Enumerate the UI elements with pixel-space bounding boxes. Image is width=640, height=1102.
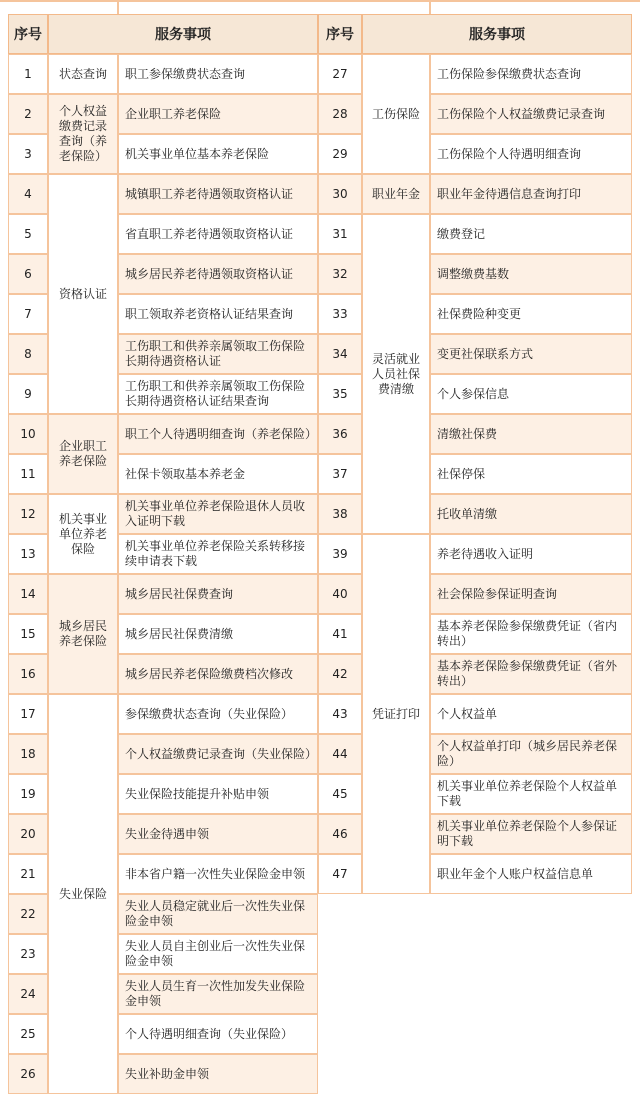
service-item: 机关事业单位养老保险个人权益单下载 <box>430 774 632 814</box>
row-number: 31 <box>318 214 362 254</box>
service-item: 职工个人待遇明细查询（养老保险） <box>118 414 318 454</box>
service-item: 失业金待遇申领 <box>118 814 318 854</box>
row-number: 20 <box>8 814 48 854</box>
service-item: 社保卡领取基本养老金 <box>118 454 318 494</box>
service-item: 变更社保联系方式 <box>430 334 632 374</box>
service-item: 城乡居民养老保险缴费档次修改 <box>118 654 318 694</box>
service-item: 个人权益缴费记录查询（失业保险） <box>118 734 318 774</box>
top-edge-divider <box>429 0 431 14</box>
service-item: 个人权益单打印（城乡居民养老保险） <box>430 734 632 774</box>
row-number: 40 <box>318 574 362 614</box>
row-number: 5 <box>8 214 48 254</box>
service-item: 工伤保险个人待遇明细查询 <box>430 134 632 174</box>
row-number: 14 <box>8 574 48 614</box>
row-number: 10 <box>8 414 48 454</box>
service-item: 城乡居民社保费清缴 <box>118 614 318 654</box>
row-number: 22 <box>8 894 48 934</box>
group-cell: 失业保险 <box>48 694 118 1094</box>
service-item: 机关事业单位养老保险个人参保证明下载 <box>430 814 632 854</box>
row-number: 34 <box>318 334 362 374</box>
row-number: 16 <box>8 654 48 694</box>
row-number: 18 <box>8 734 48 774</box>
row-number: 11 <box>8 454 48 494</box>
row-number: 26 <box>8 1054 48 1094</box>
row-number: 42 <box>318 654 362 694</box>
service-item: 城镇职工养老待遇领取资格认证 <box>118 174 318 214</box>
row-number: 17 <box>8 694 48 734</box>
service-item: 机关事业单位养老保险退休人员收入证明下载 <box>118 494 318 534</box>
row-number: 1 <box>8 54 48 94</box>
service-item: 非本省户籍一次性失业保险金申领 <box>118 854 318 894</box>
group-cell: 职业年金 <box>362 174 430 214</box>
service-item: 基本养老保险参保缴费凭证（省内转出） <box>430 614 632 654</box>
row-number: 24 <box>8 974 48 1014</box>
service-item: 基本养老保险参保缴费凭证（省外转出） <box>430 654 632 694</box>
row-number: 47 <box>318 854 362 894</box>
row-number: 46 <box>318 814 362 854</box>
row-number: 36 <box>318 414 362 454</box>
service-item: 个人权益单 <box>430 694 632 734</box>
service-item: 个人待遇明细查询（失业保险） <box>118 1014 318 1054</box>
service-item: 社保费险种变更 <box>430 294 632 334</box>
service-item: 工伤职工和供养亲属领取工伤保险长期待遇资格认证 <box>118 334 318 374</box>
row-number: 8 <box>8 334 48 374</box>
group-cell: 机关事业单位养老保险 <box>48 494 118 574</box>
service-item: 缴费登记 <box>430 214 632 254</box>
service-item: 失业人员生育一次性加发失业保险金申领 <box>118 974 318 1014</box>
row-number: 2 <box>8 94 48 134</box>
row-number: 19 <box>8 774 48 814</box>
service-item: 职业年金个人账户权益信息单 <box>430 854 632 894</box>
row-number: 45 <box>318 774 362 814</box>
row-number: 28 <box>318 94 362 134</box>
service-item: 省直职工养老待遇领取资格认证 <box>118 214 318 254</box>
row-number: 37 <box>318 454 362 494</box>
row-number: 30 <box>318 174 362 214</box>
header-service: 服务事项 <box>362 14 632 54</box>
row-number: 27 <box>318 54 362 94</box>
row-number: 33 <box>318 294 362 334</box>
row-number: 44 <box>318 734 362 774</box>
row-number: 35 <box>318 374 362 414</box>
row-number: 4 <box>8 174 48 214</box>
row-number: 39 <box>318 534 362 574</box>
service-item: 个人参保信息 <box>430 374 632 414</box>
row-number: 12 <box>8 494 48 534</box>
service-item: 工伤职工和供养亲属领取工伤保险长期待遇资格认证结果查询 <box>118 374 318 414</box>
service-item: 失业人员稳定就业后一次性失业保险金申领 <box>118 894 318 934</box>
group-cell: 灵活就业人员社保费清缴 <box>362 214 430 534</box>
service-item: 社保停保 <box>430 454 632 494</box>
service-item: 城乡居民社保费查询 <box>118 574 318 614</box>
service-item: 清缴社保费 <box>430 414 632 454</box>
service-item: 机关事业单位基本养老保险 <box>118 134 318 174</box>
row-number: 13 <box>8 534 48 574</box>
row-number: 7 <box>8 294 48 334</box>
service-item: 托收单清缴 <box>430 494 632 534</box>
group-cell: 状态查询 <box>48 54 118 94</box>
service-item: 企业职工养老保险 <box>118 94 318 134</box>
top-edge-divider <box>117 0 119 14</box>
service-item: 养老待遇收入证明 <box>430 534 632 574</box>
service-item: 职工参保缴费状态查询 <box>118 54 318 94</box>
service-item: 工伤保险个人权益缴费记录查询 <box>430 94 632 134</box>
group-cell: 企业职工养老保险 <box>48 414 118 494</box>
header-num: 序号 <box>318 14 362 54</box>
service-item: 工伤保险参保缴费状态查询 <box>430 54 632 94</box>
row-number: 32 <box>318 254 362 294</box>
group-cell: 资格认证 <box>48 174 118 414</box>
service-item: 失业补助金申领 <box>118 1054 318 1094</box>
service-item: 调整缴费基数 <box>430 254 632 294</box>
service-item: 参保缴费状态查询（失业保险） <box>118 694 318 734</box>
row-number: 15 <box>8 614 48 654</box>
row-number: 23 <box>8 934 48 974</box>
header-num: 序号 <box>8 14 48 54</box>
top-edge <box>0 0 640 2</box>
group-cell: 凭证打印 <box>362 534 430 894</box>
header-service: 服务事项 <box>48 14 318 54</box>
group-cell: 工伤保险 <box>362 54 430 174</box>
row-number: 43 <box>318 694 362 734</box>
row-number: 41 <box>318 614 362 654</box>
row-number: 9 <box>8 374 48 414</box>
row-number: 29 <box>318 134 362 174</box>
service-item: 失业保险技能提升补贴申领 <box>118 774 318 814</box>
service-item: 失业人员自主创业后一次性失业保险金申领 <box>118 934 318 974</box>
service-item: 社会保险参保证明查询 <box>430 574 632 614</box>
service-item: 城乡居民养老待遇领取资格认证 <box>118 254 318 294</box>
row-number: 3 <box>8 134 48 174</box>
group-cell: 城乡居民养老保险 <box>48 574 118 694</box>
service-item: 职工领取养老资格认证结果查询 <box>118 294 318 334</box>
row-number: 6 <box>8 254 48 294</box>
group-cell: 个人权益缴费记录查询（养老保险） <box>48 94 118 174</box>
service-item: 职业年金待遇信息查询打印 <box>430 174 632 214</box>
row-number: 38 <box>318 494 362 534</box>
row-number: 21 <box>8 854 48 894</box>
row-number: 25 <box>8 1014 48 1054</box>
service-item: 机关事业单位养老保险关系转移接续申请表下载 <box>118 534 318 574</box>
